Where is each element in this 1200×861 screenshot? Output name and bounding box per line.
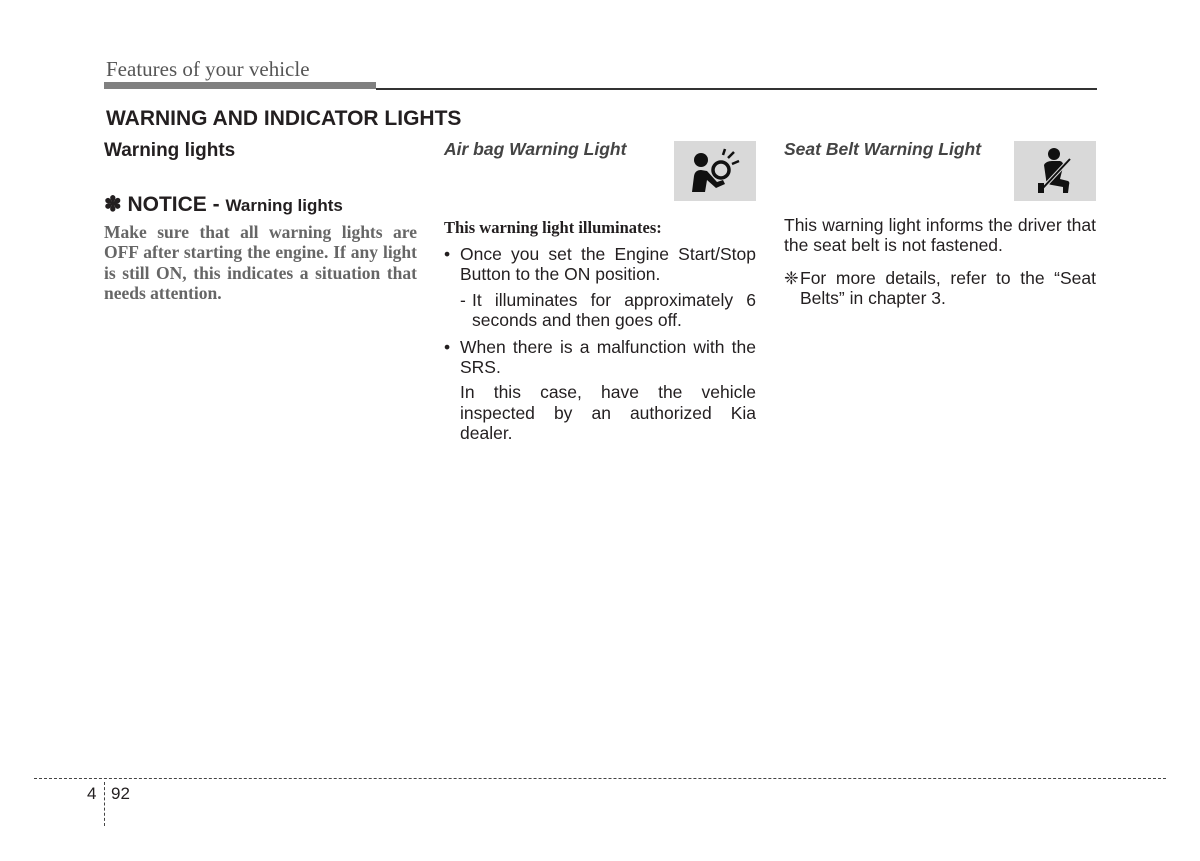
- footer-rule: [34, 778, 1166, 779]
- notice-symbol: ✽: [104, 193, 122, 216]
- section-title: WARNING AND INDICATOR LIGHTS: [106, 107, 462, 130]
- airbag-bullet-2-sub: In this case, have the vehicle inspected by an authorized Kia dealer.: [460, 382, 756, 444]
- seatbelt-heading: [784, 138, 1096, 200]
- header-rule-thin: [376, 88, 1097, 90]
- bullet-mark: •: [444, 244, 451, 264]
- footer-divider: [104, 782, 105, 826]
- airbag-bullet-1-sub-text: It illuminates for approximately 6 seconds and then goes off.: [472, 289, 756, 331]
- subheading-warning-lights: Warning lights: [104, 140, 236, 161]
- seatbelt-warning-icon: [1014, 141, 1096, 201]
- airbag-heading: [444, 138, 756, 200]
- notice-label: NOTICE -: [127, 193, 220, 216]
- airbag-lead: This warning light illuminates:: [444, 218, 662, 237]
- airbag-bullet-2-text: When there is a malfunction with the SRS.: [460, 336, 756, 378]
- seatbelt-reference: [784, 268, 1096, 309]
- airbag-title: Air bag Warning Light: [444, 139, 627, 159]
- seatbelt-reference-text: For more details, refer to the “Seat Belts” in chapter 3.: [800, 267, 1096, 309]
- running-header: Features of your vehicle: [106, 57, 310, 81]
- airbag-bullet-1-text: Once you set the Engine Start/Stop Button to the ON position.: [460, 244, 756, 285]
- page-number: 92: [111, 784, 130, 803]
- notice-topic: Warning lights: [225, 196, 343, 215]
- airbag-bullet-1-sub: [444, 290, 756, 331]
- column-airbag: [444, 138, 756, 444]
- column-seatbelt: [784, 138, 1096, 309]
- notice-body: Make sure that all warning lights are OFF after starting the engine. If any light is still ON, this indicates a situation that needs attention.: [104, 222, 417, 304]
- header-rule-thick: [104, 82, 376, 89]
- airbag-bullet-2: [444, 337, 756, 378]
- bullet-mark: •: [444, 336, 451, 357]
- chapter-number: 4: [87, 784, 97, 803]
- seatbelt-title: Seat Belt Warning Light: [784, 139, 982, 159]
- notice-heading: [104, 193, 417, 218]
- column-warning-lights: [104, 138, 417, 304]
- seatbelt-body: This warning light informs the driver that the seat belt is not fastened.: [784, 215, 1096, 256]
- airbag-warning-icon: [674, 141, 756, 201]
- airbag-bullet-1: [444, 244, 756, 285]
- reference-mark: ❈: [784, 267, 799, 288]
- dash-mark: -: [460, 289, 466, 310]
